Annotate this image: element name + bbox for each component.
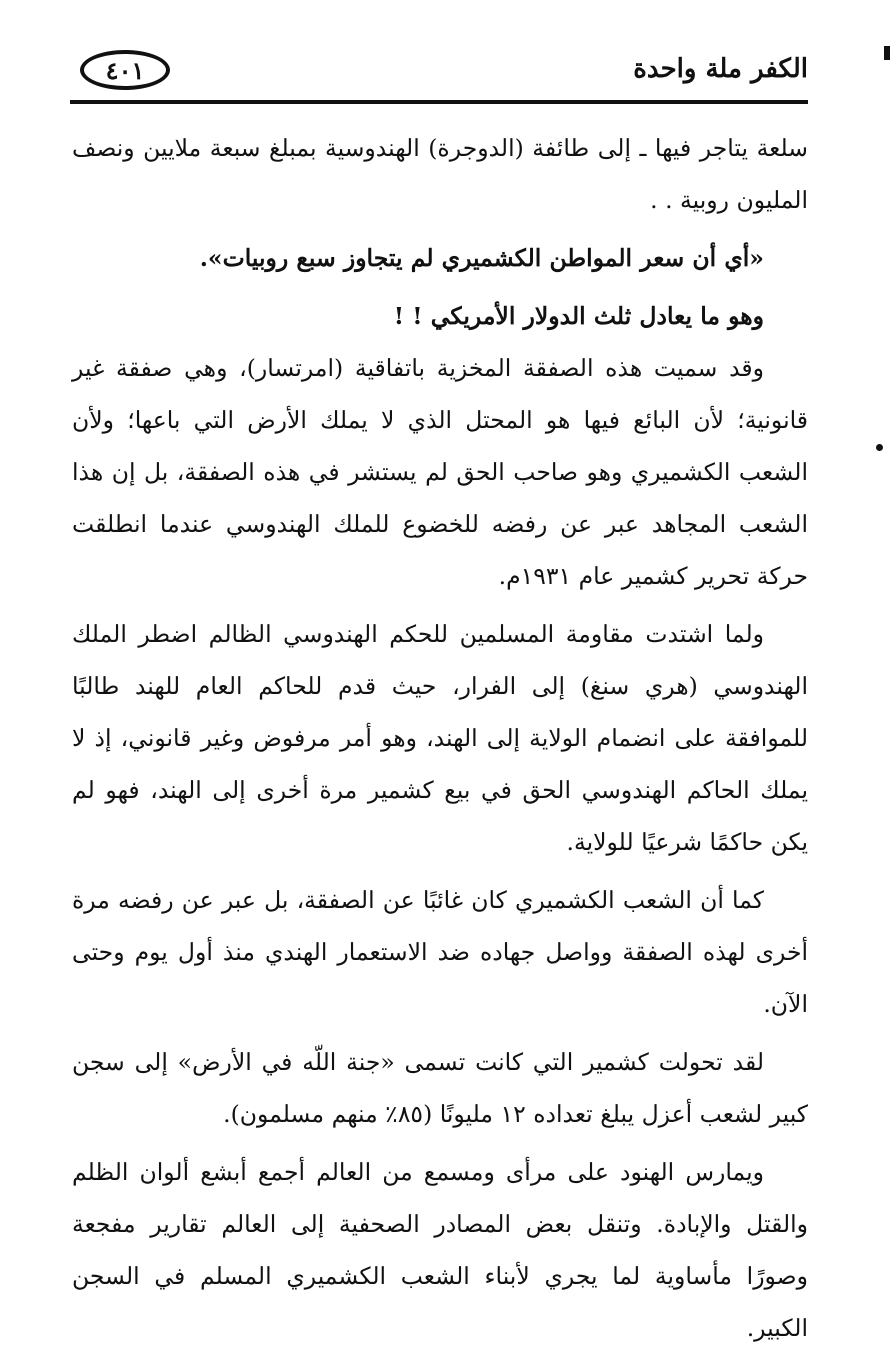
page-number: ٤٠١ (80, 50, 170, 90)
paragraph: كما أن الشعب الكشميري كان غائبًا عن الصفقة، بل عبر عن رفضه مرة أخرى لهذه الصفقة وواصل جهاده ضد الاستعمار الهندي منذ أول يوم وحتى الآن. (72, 886, 808, 1018)
page-body (72, 122, 808, 1354)
paragraph: وقد سميت هذه الصفقة المخزية باتفاقية (امرتسار)، وهي صفقة غير قانونية؛ لأن البائع فيها هو المحتل الذي لا يملك الأرض التي باعها؛ ولأن الشعب الكشميري وهو صاحب الحق لم يستشر في هذه الصفقة، بل إن هذا الشعب المجاهد عبر عن رفضه للخضوع للملك الهندوسي عندما انطلقت حركة تحرير كشمير عام ١٩٣١م. (72, 354, 808, 590)
edge-mark (884, 46, 890, 60)
paragraph: لقد تحولت كشمير التي كانت تسمى «جنة اللّه في الأرض» إلى سجن كبير لشعب أعزل يبلغ تعداده ١٢ مليونًا (٨٥٪ منهم مسلمون). (72, 1048, 808, 1128)
margin-dot (876, 444, 883, 451)
paragraph: ويمارس الهنود على مرأى ومسمع من العالم أجمع أبشع ألوان الظلم والقتل والإبادة. وتنقل بعض المصادر الصحفية إلى العالم تقارير مفجعة وصورًا مأساوية لما يجري لأبناء الشعب الكشميري المسلم في السجن الكبير. (72, 1158, 808, 1342)
emphasis-paragraph: وهو ما يعادل ثلث الدولار الأمريكي ! ! (393, 302, 764, 330)
header-rule (70, 100, 808, 104)
running-title: الكفر ملة واحدة (633, 54, 808, 84)
page-header (70, 44, 808, 108)
paragraph-continuation: سلعة يتاجر فيها ـ إلى طائفة (الدوجرة) الهندوسية بمبلغ سبعة ملايين ونصف المليون روبية . . (72, 134, 808, 214)
paragraph: ولما اشتدت مقاومة المسلمين للحكم الهندوسي الظالم اضطر الملك الهندوسي (هري سنغ) إلى الفرار، حيث قدم للحاكم العام للهند طالبًا للموافقة على انضمام الولاية إلى الهند، وهو أمر مرفوض وغير قانوني، إذ لا يملك الحاكم الهندوسي الحق في بيع كشمير مرة أخرى إلى الهند، فهو لم يكن حاكمًا شرعيًا للولاية. (72, 620, 808, 856)
quote-paragraph: «أي أن سعر المواطن الكشميري لم يتجاوز سبع روبيات». (199, 244, 764, 272)
